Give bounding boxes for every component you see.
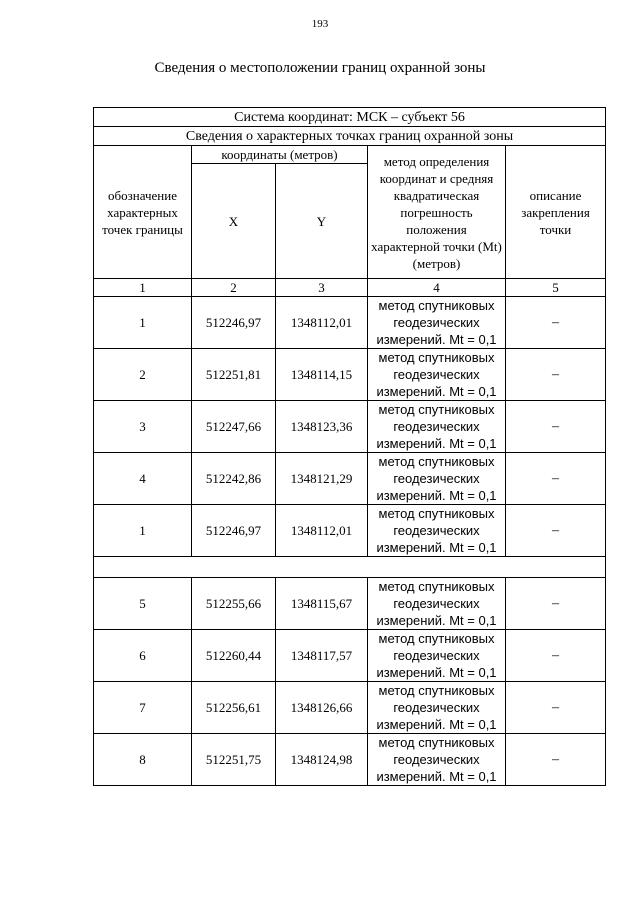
table-subtitle: Сведения о характерных точках границ охранной зоны [94,127,606,146]
point-number-cell: 7 [94,682,192,734]
header-coordinates: координаты (метров) [192,146,368,164]
table-row [94,578,606,630]
y-coordinate-cell: 1348112,01 [276,297,368,349]
method-cell: метод спутниковых геодезических измерений. Mt = 0,1 [368,734,506,786]
column-number: 1 [94,279,192,297]
description-cell: – [506,578,606,630]
point-number-cell: 5 [94,578,192,630]
y-coordinate-cell: 1348115,67 [276,578,368,630]
x-coordinate-cell: 512256,61 [192,682,276,734]
description-cell: – [506,401,606,453]
document-title: Сведения о местоположении границ охранной зоны [154,60,486,76]
x-coordinate-cell: 512251,81 [192,349,276,401]
column-number: 5 [506,279,606,297]
table-row [94,505,606,557]
group-separator-row [94,557,606,578]
column-number: 4 [368,279,506,297]
point-number-cell: 4 [94,453,192,505]
table-row [94,453,606,505]
method-cell: метод спутниковых геодезических измерений. Mt = 0,1 [368,505,506,557]
description-cell: – [506,734,606,786]
boundary-points-table [93,107,606,786]
point-number-cell: 3 [94,401,192,453]
table-row [94,734,606,786]
table-row [94,630,606,682]
y-coordinate-cell: 1348114,15 [276,349,368,401]
method-cell: метод спутниковых геодезических измерений. Mt = 0,1 [368,401,506,453]
method-cell: метод спутниковых геодезических измерений. Mt = 0,1 [368,578,506,630]
x-coordinate-cell: 512260,44 [192,630,276,682]
table-row [94,401,606,453]
y-coordinate-cell: 1348117,57 [276,630,368,682]
description-cell: – [506,349,606,401]
method-cell: метод спутниковых геодезических измерений. Mt = 0,1 [368,682,506,734]
column-numbers-row [94,279,606,297]
point-number-cell: 2 [94,349,192,401]
header-x: X [192,164,276,279]
page-number: 193 [311,18,329,30]
header-y: Y [276,164,368,279]
y-coordinate-cell: 1348124,98 [276,734,368,786]
header-method: метод определения координат и средняя квадратическая погрешность положения характерной точки (Mt) (метров) [368,146,506,279]
header-designation: обозначение характерных точек границы [94,146,192,279]
y-coordinate-cell: 1348123,36 [276,401,368,453]
method-cell: метод спутниковых геодезических измерений. Mt = 0,1 [368,297,506,349]
coordinate-system-header: Система координат: МСК – субъект 56 [94,108,606,127]
x-coordinate-cell: 512242,86 [192,453,276,505]
header-description: описание закрепления точки [506,146,606,279]
method-cell: метод спутниковых геодезических измерений. Mt = 0,1 [368,453,506,505]
x-coordinate-cell: 512255,66 [192,578,276,630]
table-row [94,682,606,734]
method-cell: метод спутниковых геодезических измерений. Mt = 0,1 [368,630,506,682]
point-number-cell: 1 [94,505,192,557]
method-cell: метод спутниковых геодезических измерений. Mt = 0,1 [368,349,506,401]
description-cell: – [506,453,606,505]
description-cell: – [506,682,606,734]
x-coordinate-cell: 512251,75 [192,734,276,786]
point-number-cell: 8 [94,734,192,786]
table-row [94,297,606,349]
y-coordinate-cell: 1348126,66 [276,682,368,734]
y-coordinate-cell: 1348112,01 [276,505,368,557]
y-coordinate-cell: 1348121,29 [276,453,368,505]
point-number-cell: 1 [94,297,192,349]
x-coordinate-cell: 512246,97 [192,505,276,557]
column-number: 2 [192,279,276,297]
description-cell: – [506,505,606,557]
description-cell: – [506,630,606,682]
x-coordinate-cell: 512247,66 [192,401,276,453]
point-number-cell: 6 [94,630,192,682]
table-row [94,349,606,401]
description-cell: – [506,297,606,349]
column-number: 3 [276,279,368,297]
x-coordinate-cell: 512246,97 [192,297,276,349]
group-separator [94,557,606,578]
